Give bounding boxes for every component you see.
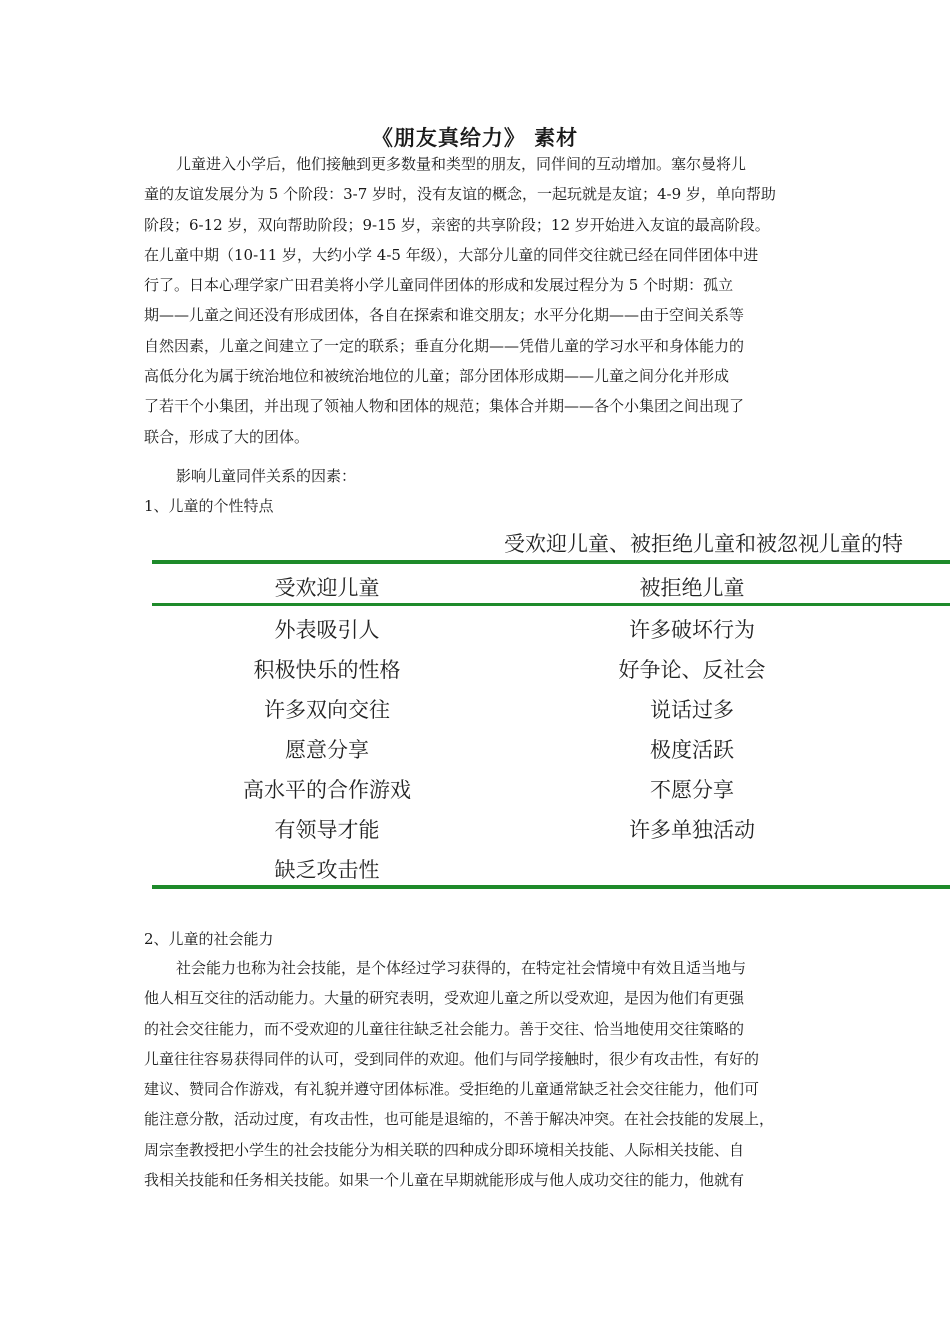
paragraph-line: 阶段；6-12 岁，双向帮助阶段；9-15 岁，亲密的共享阶段；12 岁开始进入友谊的最高阶段。 [144, 215, 770, 234]
table-bottom-rule [152, 885, 950, 889]
paragraph-line: 期——儿童之间还没有形成团体，各自在探索和谁交朋友；水平分化期——由于空间关系等 [144, 306, 745, 325]
paragraph-line: 联合，形成了大的团体。 [144, 427, 310, 446]
paragraph-line: 能注意分散，活动过度，有攻击性，也可能是退缩的，不善于解决冲突。在社会技能的发展上， [144, 1110, 775, 1129]
popular-trait-cell: 外表吸引人 [274, 618, 380, 642]
paragraph-line: 我相关技能和任务相关技能。如果一个儿童在早期就能形成与他人成功交往的能力，他就有 [144, 1171, 745, 1190]
section-heading-social-ability: 2、儿童的社会能力 [144, 930, 274, 948]
paragraph-line: 高低分化为属于统治地位和被统治地位的儿童；部分团体形成期——儿童之间分化并形成 [144, 367, 730, 386]
rejected-trait-cell: 许多破坏行为 [629, 618, 755, 642]
paragraph-line: 的社会交往能力，而不受欢迎的儿童往往缺乏社会能力。善于交往、恰当地使用交往策略的 [144, 1019, 745, 1038]
rejected-trait-cell: 说话过多 [650, 698, 734, 722]
column-header-popular: 受欢迎儿童 [274, 576, 380, 600]
rejected-trait-cell: 极度活跃 [650, 738, 734, 762]
table-top-rule [152, 560, 950, 564]
popular-trait-cell: 有领导才能 [274, 818, 380, 842]
section-heading-personality: 1、儿童的个性特点 [144, 497, 274, 515]
popular-trait-cell: 许多双向交往 [264, 698, 390, 722]
table-caption: 受欢迎儿童、被拒绝儿童和被忽视儿童的特 [504, 532, 903, 556]
paragraph-line: 行了。日本心理学家广田君美将小学儿童同伴团体的形成和发展过程分为 5 个时期：孤立 [144, 276, 734, 295]
factors-intro: 影响儿童同伴关系的因素： [176, 467, 357, 485]
rejected-trait-cell: 许多单独活动 [629, 818, 755, 842]
rejected-trait-cell: 不愿分享 [650, 778, 734, 802]
table-header-rule [152, 603, 950, 606]
paragraph-line: 童的友谊发展分为 5 个阶段：3-7 岁时，没有友谊的概念，一起玩就是友谊；4-9 岁，单向帮助 [144, 185, 776, 204]
paragraph-line: 他人相互交往的活动能力。大量的研究表明，受欢迎儿童之所以受欢迎，是因为他们有更强 [144, 989, 745, 1008]
popular-trait-cell: 高水平的合作游戏 [243, 778, 411, 802]
paragraph-line: 建议、赞同合作游戏，有礼貌并遵守团体标准。受拒绝的儿童通常缺乏社会交往能力，他们可 [144, 1080, 760, 1099]
paragraph-line: 自然因素，儿童之间建立了一定的联系；垂直分化期——凭借儿童的学习水平和身体能力的 [144, 336, 745, 355]
social-ability-paragraph [144, 953, 810, 1195]
popular-trait-cell: 缺乏攻击性 [274, 858, 380, 882]
traits-table-image [152, 524, 950, 896]
paragraph-line: 儿童进入小学后，他们接触到更多数量和类型的朋友，同伴间的互动增加。塞尔曼将儿 [176, 155, 747, 173]
column-header-rejected: 被拒绝儿童 [639, 576, 745, 600]
document-title: 《朋友真给力》 素材 [371, 126, 579, 150]
popular-trait-cell: 积极快乐的性格 [253, 658, 401, 682]
rejected-trait-cell: 好争论、反社会 [618, 658, 766, 682]
paragraph-line: 社会能力也称为社会技能，是个体经过学习获得的，在特定社会情境中有效且适当地与 [176, 959, 747, 977]
paragraph-line: 在儿童中期（10-11 岁，大约小学 4-5 年级），大部分儿童的同伴交往就已经在同伴团体中进 [144, 245, 759, 264]
paragraph-line: 了若干个小集团，并出现了领袖人物和团体的规范；集体合并期——各个小集团之间出现了 [144, 397, 745, 416]
intro-paragraph [144, 149, 810, 452]
paragraph-line: 周宗奎教授把小学生的社会技能分为相关联的四种成分即环境相关技能、人际相关技能、自 [144, 1140, 745, 1159]
paragraph-line: 儿童往往容易获得同伴的认可，受到同伴的欢迎。他们与同学接触时，很少有攻击性，有好的 [144, 1049, 760, 1068]
popular-trait-cell: 愿意分享 [285, 738, 369, 762]
